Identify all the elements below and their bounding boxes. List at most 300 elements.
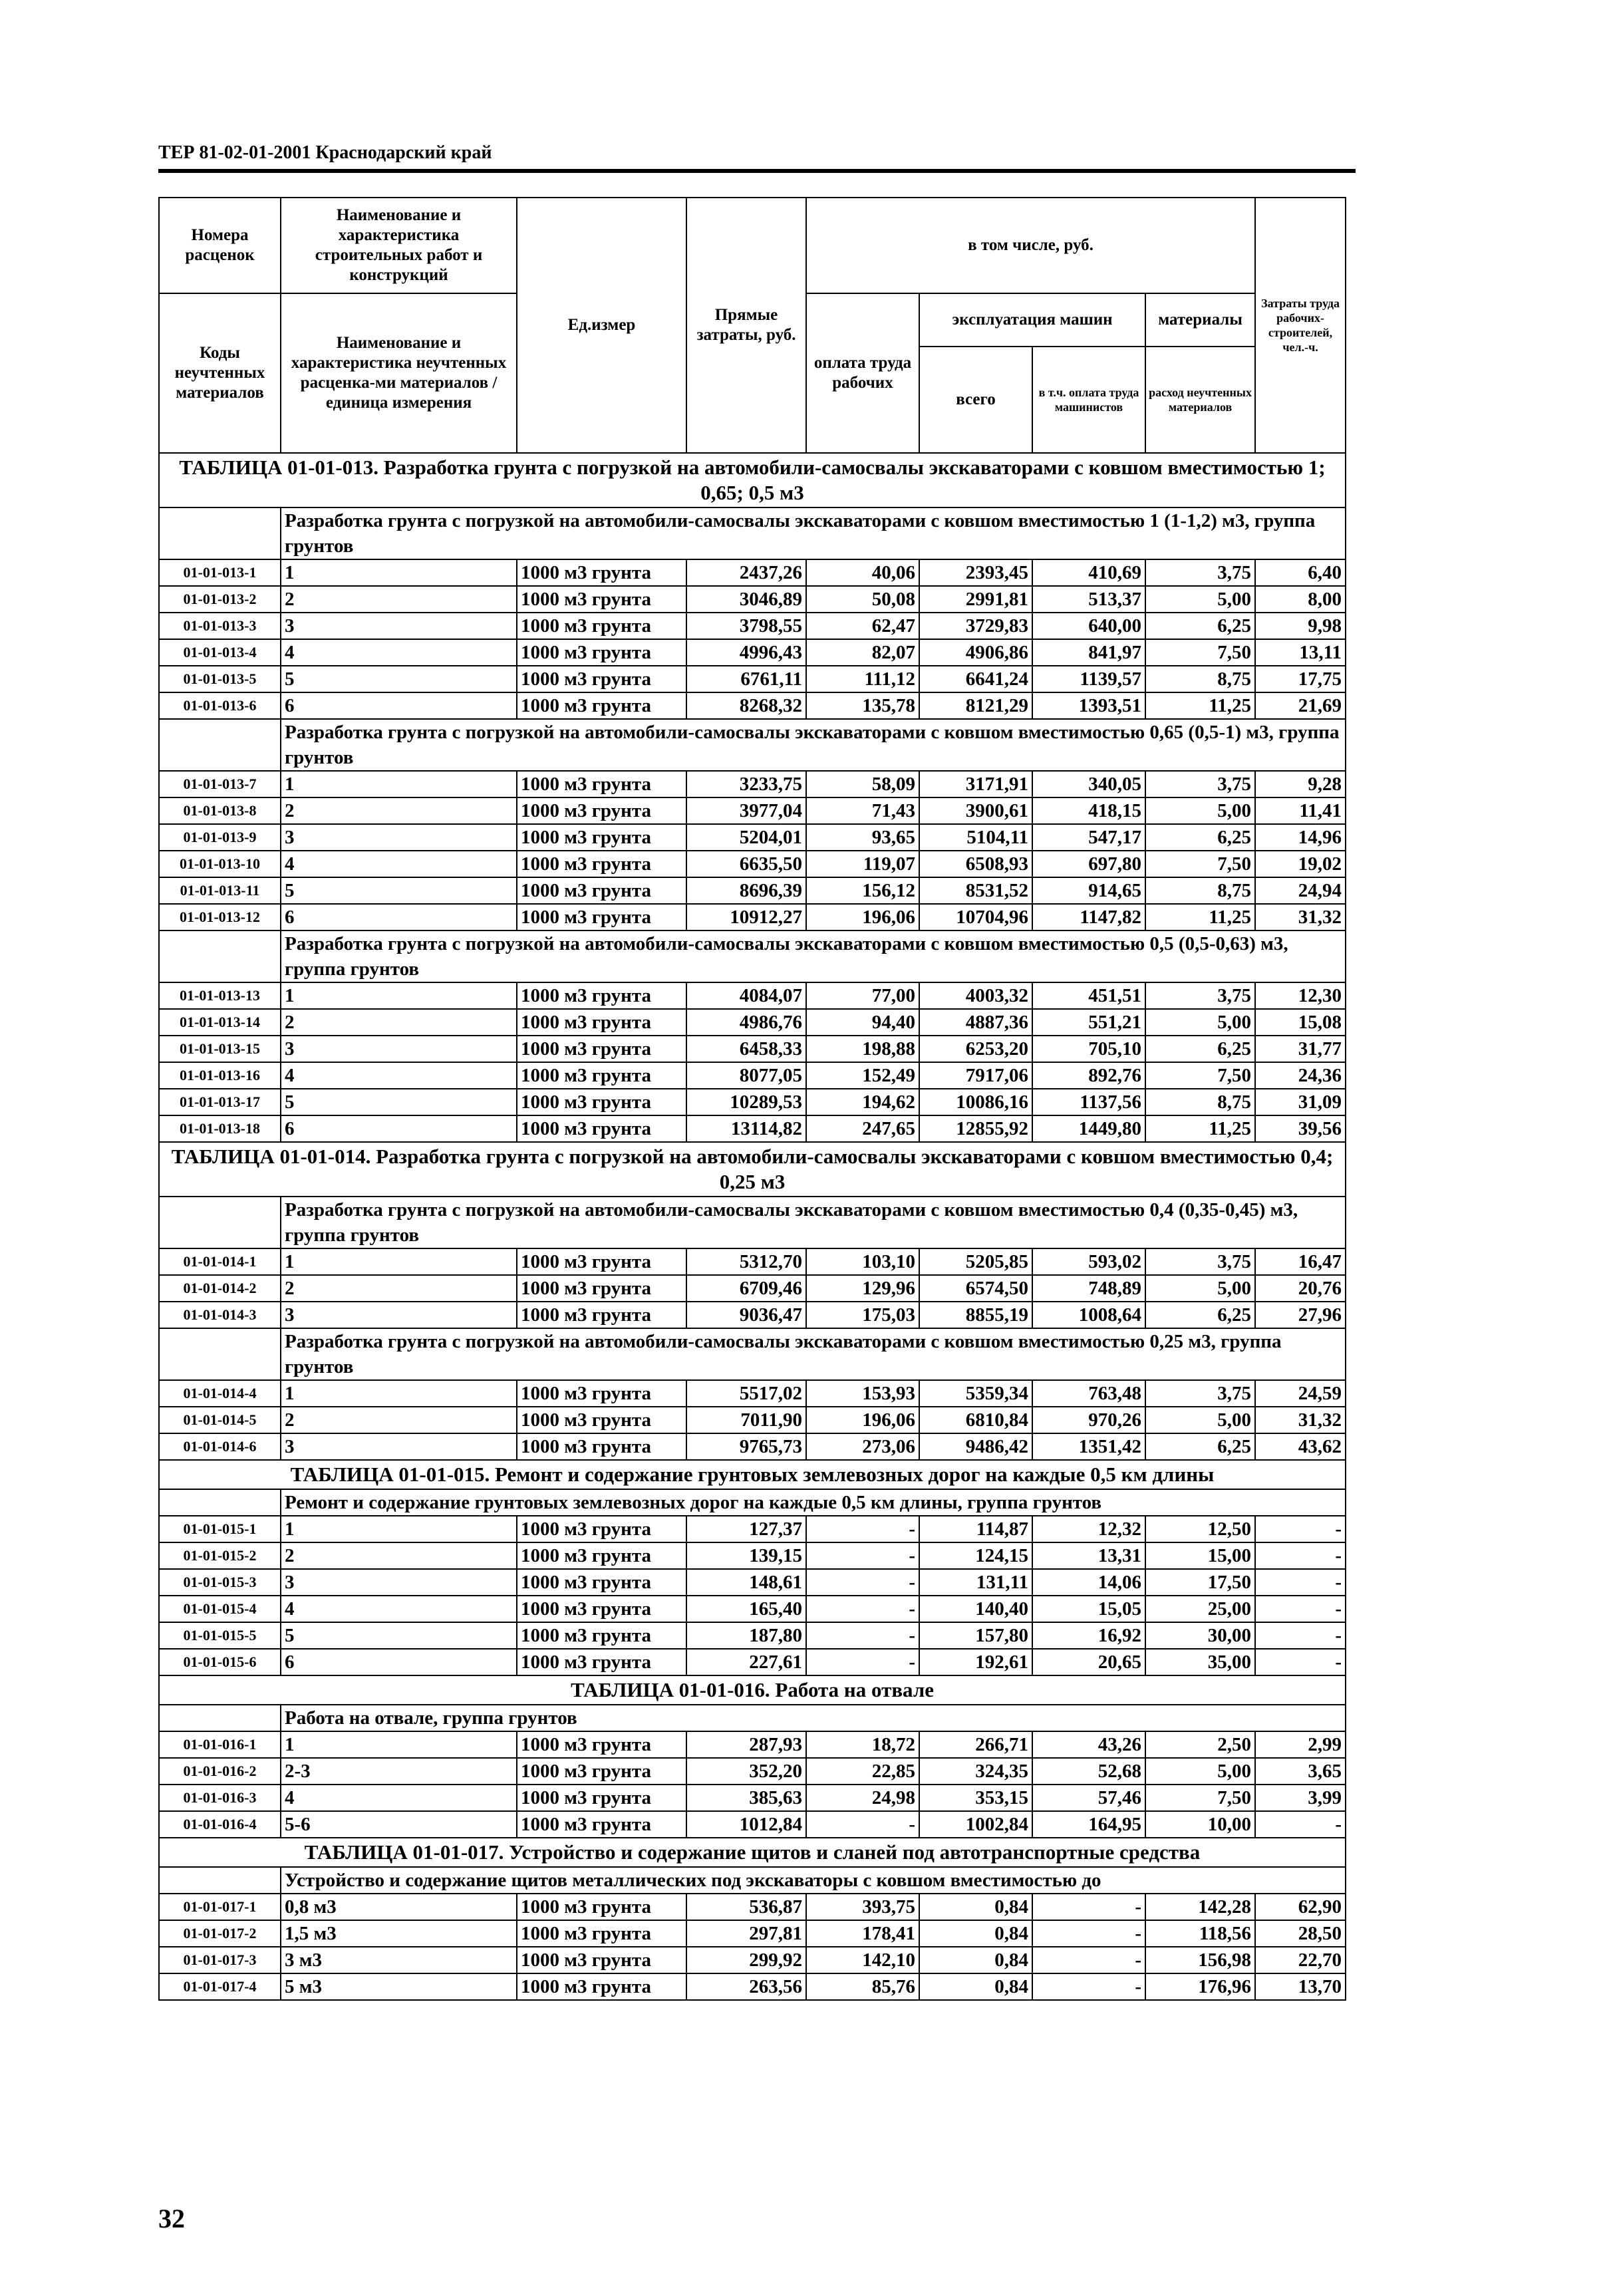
machines-labor: 748,89 [1032,1275,1145,1302]
table-header [159,198,1346,453]
section-title: ТАБЛИЦА 01-01-013. Разработка грунта с погрузкой на автомобили-самосвалы экскаваторами с ковшом вместимостью 1; 0,65; 0,5 м3 [159,453,1346,507]
direct-cost: 9765,73 [686,1433,806,1460]
direct-cost: 299,92 [686,1947,806,1973]
labor-pay: 50,08 [806,586,919,613]
labor-hours: 28,50 [1255,1920,1346,1947]
unit: 1000 м3 грунта [517,1275,686,1302]
table-row [159,1569,1346,1596]
table-body [159,453,1346,2000]
machines-total: 0,84 [919,1973,1032,2000]
machines-total: 2393,45 [919,559,1032,586]
direct-cost: 6761,11 [686,666,806,692]
machines-labor: 43,26 [1032,1731,1145,1758]
unit: 1000 м3 грунта [517,1947,686,1973]
labor-hours: 31,32 [1255,904,1346,931]
machines-total: 5359,34 [919,1380,1032,1407]
machines-labor: 1139,57 [1032,666,1145,692]
section-title: ТАБЛИЦА 01-01-016. Работа на отвале [159,1675,1346,1705]
header-rule [158,169,1356,173]
labor-pay: - [806,1516,919,1542]
labor-pay: - [806,1542,919,1569]
group-code-cell [159,931,281,982]
labor-pay: - [806,1569,919,1596]
unit: 1000 м3 грунта [517,1009,686,1036]
direct-cost: 8077,05 [686,1062,806,1089]
unit: 1000 м3 грунта [517,1920,686,1947]
rate-code: 01-01-013-11 [159,877,281,904]
labor-hours: - [1255,1596,1346,1622]
labor-pay: 103,10 [806,1248,919,1275]
labor-pay: - [806,1649,919,1675]
rate-code: 01-01-013-6 [159,692,281,719]
labor-pay: 111,12 [806,666,919,692]
work-type: 4 [281,1062,517,1089]
table-row [159,1622,1346,1649]
materials: 7,50 [1145,1785,1255,1811]
labor-pay: 77,00 [806,982,919,1009]
col-unit: Ед.измер [517,198,686,453]
direct-cost: 263,56 [686,1973,806,2000]
rates-sheet [158,197,1345,2001]
machines-labor: - [1032,1973,1145,2000]
rate-code: 01-01-013-14 [159,1009,281,1036]
group-code-cell [159,507,281,559]
machines-labor: 57,46 [1032,1785,1145,1811]
labor-hours: 24,59 [1255,1380,1346,1407]
table-row [159,851,1346,877]
direct-cost: 8696,39 [686,877,806,904]
materials: 6,25 [1145,613,1255,639]
machines-labor: 16,92 [1032,1622,1145,1649]
direct-cost: 536,87 [686,1894,806,1920]
work-type: 6 [281,692,517,719]
machines-total: 10086,16 [919,1089,1032,1115]
machines-total: 3729,83 [919,613,1032,639]
direct-cost: 352,20 [686,1758,806,1785]
materials: 6,25 [1145,1302,1255,1328]
col-name-bottom: Наименование и характеристика неучтенных расценка-ми материалов / единица измерения [281,293,517,453]
machines-labor: - [1032,1947,1145,1973]
materials: 10,00 [1145,1811,1255,1838]
materials: 35,00 [1145,1649,1255,1675]
work-type: 1 [281,1248,517,1275]
machines-total: 9486,42 [919,1433,1032,1460]
rates-table [158,197,1346,2001]
labor-pay: 198,88 [806,1036,919,1062]
work-type: 3 [281,1302,517,1328]
unit: 1000 м3 грунта [517,1758,686,1785]
section-title-row [159,1460,1346,1489]
group-title-row [159,931,1346,982]
machines-labor: 970,26 [1032,1407,1145,1433]
machines-total: 3171,91 [919,771,1032,797]
labor-hours: 13,11 [1255,639,1346,666]
table-row [159,1542,1346,1569]
machines-total: 0,84 [919,1947,1032,1973]
rate-code: 01-01-014-1 [159,1248,281,1275]
labor-hours: 22,70 [1255,1947,1346,1973]
direct-cost: 1012,84 [686,1811,806,1838]
col-machines-labor: в т.ч. оплата труда машинистов [1032,347,1145,453]
col-machines-total: всего [919,347,1032,453]
section-title-row [159,1675,1346,1705]
machines-labor: - [1032,1920,1145,1947]
rate-code: 01-01-013-17 [159,1089,281,1115]
table-row [159,1062,1346,1089]
table-row [159,877,1346,904]
machines-labor: 551,21 [1032,1009,1145,1036]
labor-hours: 14,96 [1255,824,1346,851]
labor-hours: 3,99 [1255,1785,1346,1811]
direct-cost: 3977,04 [686,797,806,824]
table-row [159,1407,1346,1433]
unit: 1000 м3 грунта [517,1089,686,1115]
direct-cost: 148,61 [686,1569,806,1596]
machines-total: 0,84 [919,1894,1032,1920]
labor-pay: 58,09 [806,771,919,797]
col-machines: эксплуатация машин [919,293,1145,347]
rate-code: 01-01-015-2 [159,1542,281,1569]
work-type: 5 [281,666,517,692]
work-type: 4 [281,851,517,877]
machines-labor: 1008,64 [1032,1302,1145,1328]
labor-pay: 94,40 [806,1009,919,1036]
labor-hours: 31,77 [1255,1036,1346,1062]
direct-cost: 385,63 [686,1785,806,1811]
table-row [159,1785,1346,1811]
work-type: 4 [281,1785,517,1811]
direct-cost: 7011,90 [686,1407,806,1433]
labor-hours: 17,75 [1255,666,1346,692]
machines-total: 192,61 [919,1649,1032,1675]
group-title-row [159,719,1346,771]
labor-pay: 62,47 [806,613,919,639]
machines-total: 4906,86 [919,639,1032,666]
unit: 1000 м3 грунта [517,982,686,1009]
machines-labor: - [1032,1894,1145,1920]
rate-code: 01-01-015-6 [159,1649,281,1675]
labor-hours: 24,36 [1255,1062,1346,1089]
labor-pay: 153,93 [806,1380,919,1407]
machines-total: 6508,93 [919,851,1032,877]
rate-code: 01-01-013-18 [159,1115,281,1142]
direct-cost: 8268,32 [686,692,806,719]
materials: 5,00 [1145,1009,1255,1036]
table-row [159,797,1346,824]
machines-total: 324,35 [919,1758,1032,1785]
table-row [159,1115,1346,1142]
machines-total: 3900,61 [919,797,1032,824]
direct-cost: 127,37 [686,1516,806,1542]
machines-labor: 13,31 [1032,1542,1145,1569]
rate-code: 01-01-013-10 [159,851,281,877]
machines-labor: 52,68 [1032,1758,1145,1785]
machines-total: 353,15 [919,1785,1032,1811]
col-materials: материалы [1145,293,1255,347]
unit: 1000 м3 грунта [517,1731,686,1758]
work-type: 4 [281,639,517,666]
unit: 1000 м3 грунта [517,1062,686,1089]
col-code-bottom: Коды неучтенных материалов [159,293,281,453]
work-type: 2 [281,1407,517,1433]
rate-code: 01-01-016-4 [159,1811,281,1838]
materials: 6,25 [1145,824,1255,851]
labor-pay: 22,85 [806,1758,919,1785]
machines-labor: 763,48 [1032,1380,1145,1407]
rate-code: 01-01-014-4 [159,1380,281,1407]
materials: 5,00 [1145,1275,1255,1302]
work-type: 6 [281,904,517,931]
table-row [159,1731,1346,1758]
group-title-row [159,1705,1346,1731]
direct-cost: 3233,75 [686,771,806,797]
labor-pay: 142,10 [806,1947,919,1973]
direct-cost: 13114,82 [686,1115,806,1142]
rate-code: 01-01-013-15 [159,1036,281,1062]
labor-pay: 175,03 [806,1302,919,1328]
unit: 1000 м3 грунта [517,586,686,613]
group-code-cell [159,1197,281,1248]
work-type: 1 [281,1380,517,1407]
group-title: Работа на отвале, группа грунтов [281,1705,1346,1731]
unit: 1000 м3 грунта [517,797,686,824]
rate-code: 01-01-013-9 [159,824,281,851]
materials: 5,00 [1145,1758,1255,1785]
work-type: 2 [281,1542,517,1569]
unit: 1000 м3 грунта [517,639,686,666]
materials: 3,75 [1145,559,1255,586]
rate-code: 01-01-013-12 [159,904,281,931]
machines-total: 10704,96 [919,904,1032,931]
section-title: ТАБЛИЦА 01-01-014. Разработка грунта с погрузкой на автомобили-самосвалы экскаваторами с ковшом вместимостью 0,4; 0,25 м3 [159,1142,1346,1197]
materials: 8,75 [1145,1089,1255,1115]
unit: 1000 м3 грунта [517,1433,686,1460]
page-number: 32 [158,2204,185,2233]
labor-hours: 8,00 [1255,586,1346,613]
rate-code: 01-01-016-1 [159,1731,281,1758]
materials: 3,75 [1145,1248,1255,1275]
rate-code: 01-01-013-4 [159,639,281,666]
work-type: 5-6 [281,1811,517,1838]
direct-cost: 5204,01 [686,824,806,851]
labor-hours: 20,76 [1255,1275,1346,1302]
machines-total: 157,80 [919,1622,1032,1649]
labor-hours: 43,62 [1255,1433,1346,1460]
machines-total: 5205,85 [919,1248,1032,1275]
labor-hours: - [1255,1811,1346,1838]
work-type: 3 [281,824,517,851]
work-type: 5 [281,877,517,904]
work-type: 5 м3 [281,1973,517,2000]
machines-labor: 14,06 [1032,1569,1145,1596]
rate-code: 01-01-013-8 [159,797,281,824]
work-type: 1 [281,559,517,586]
machines-labor: 914,65 [1032,877,1145,904]
labor-pay: 178,41 [806,1920,919,1947]
machines-labor: 1393,51 [1032,692,1145,719]
unit: 1000 м3 грунта [517,1380,686,1407]
labor-hours: 39,56 [1255,1115,1346,1142]
col-code-top: Номера расценок [159,198,281,293]
section-title: ТАБЛИЦА 01-01-015. Ремонт и содержание грунтовых землевозных дорог на каждые 0,5 км длины [159,1460,1346,1489]
labor-hours: - [1255,1542,1346,1569]
labor-hours: - [1255,1569,1346,1596]
table-row [159,559,1346,586]
table-row [159,1433,1346,1460]
table-row [159,1811,1346,1838]
group-title: Устройство и содержание щитов металлических под экскаваторы с ковшом вместимостью до [281,1867,1346,1894]
labor-pay: 119,07 [806,851,919,877]
table-row [159,1302,1346,1328]
unit: 1000 м3 грунта [517,1596,686,1622]
direct-cost: 139,15 [686,1542,806,1569]
col-direct: Прямые затраты, руб. [686,198,806,453]
work-type: 5 [281,1089,517,1115]
materials: 5,00 [1145,586,1255,613]
table-row [159,771,1346,797]
labor-hours: - [1255,1516,1346,1542]
direct-cost: 227,61 [686,1649,806,1675]
machines-labor: 892,76 [1032,1062,1145,1089]
labor-pay: 129,96 [806,1275,919,1302]
table-row [159,1758,1346,1785]
unit: 1000 м3 грунта [517,771,686,797]
materials: 118,56 [1145,1920,1255,1947]
group-title-row [159,1489,1346,1516]
table-row [159,1973,1346,2000]
machines-total: 140,40 [919,1596,1032,1622]
machines-labor: 164,95 [1032,1811,1145,1838]
labor-hours: 15,08 [1255,1009,1346,1036]
work-type: 3 [281,1433,517,1460]
rate-code: 01-01-013-7 [159,771,281,797]
direct-cost: 10912,27 [686,904,806,931]
work-type: 6 [281,1115,517,1142]
table-row [159,1248,1346,1275]
labor-pay: 135,78 [806,692,919,719]
labor-hours: 6,40 [1255,559,1346,586]
unit: 1000 м3 грунта [517,559,686,586]
direct-cost: 3046,89 [686,586,806,613]
work-type: 1 [281,771,517,797]
rate-code: 01-01-015-4 [159,1596,281,1622]
labor-hours: - [1255,1622,1346,1649]
machines-labor: 1351,42 [1032,1433,1145,1460]
materials: 30,00 [1145,1622,1255,1649]
table-row [159,1920,1346,1947]
table-row [159,1649,1346,1675]
table-row [159,1380,1346,1407]
direct-cost: 6458,33 [686,1036,806,1062]
materials: 17,50 [1145,1569,1255,1596]
materials: 8,75 [1145,666,1255,692]
direct-cost: 5517,02 [686,1380,806,1407]
machines-total: 7917,06 [919,1062,1032,1089]
labor-pay: 194,62 [806,1089,919,1115]
labor-pay: 152,49 [806,1062,919,1089]
labor-pay: 156,12 [806,877,919,904]
table-row [159,586,1346,613]
work-type: 3 [281,1569,517,1596]
section-title: ТАБЛИЦА 01-01-017. Устройство и содержание щитов и сланей под автотранспортные средства [159,1838,1346,1867]
labor-hours: - [1255,1649,1346,1675]
labor-pay: 196,06 [806,904,919,931]
unit: 1000 м3 грунта [517,1894,686,1920]
group-code-cell [159,719,281,771]
labor-hours: 62,90 [1255,1894,1346,1920]
rate-code: 01-01-015-3 [159,1569,281,1596]
unit: 1000 м3 грунта [517,1407,686,1433]
rate-code: 01-01-014-6 [159,1433,281,1460]
table-row [159,1036,1346,1062]
work-type: 3 м3 [281,1947,517,1973]
group-title: Ремонт и содержание грунтовых землевозных дорог на каждые 0,5 км длины, группа грунтов [281,1489,1346,1516]
labor-pay: 393,75 [806,1894,919,1920]
machines-total: 1002,84 [919,1811,1032,1838]
materials: 25,00 [1145,1596,1255,1622]
group-title-row [159,1197,1346,1248]
col-name-top: Наименование и характеристика строительных работ и конструкций [281,198,517,293]
machines-total: 6574,50 [919,1275,1032,1302]
rate-code: 01-01-013-16 [159,1062,281,1089]
table-row [159,1947,1346,1973]
table-row [159,982,1346,1009]
rate-code: 01-01-017-1 [159,1894,281,1920]
labor-hours: 12,30 [1255,982,1346,1009]
labor-pay: - [806,1596,919,1622]
rate-code: 01-01-013-5 [159,666,281,692]
labor-pay: 247,65 [806,1115,919,1142]
rate-code: 01-01-016-2 [159,1758,281,1785]
machines-total: 4003,32 [919,982,1032,1009]
machines-total: 2991,81 [919,586,1032,613]
work-type: 0,8 м3 [281,1894,517,1920]
direct-cost: 9036,47 [686,1302,806,1328]
table-row [159,904,1346,931]
materials: 3,75 [1145,771,1255,797]
labor-hours: 9,98 [1255,613,1346,639]
materials: 5,00 [1145,797,1255,824]
labor-hours: 13,70 [1255,1973,1346,2000]
table-row [159,613,1346,639]
labor-pay: 93,65 [806,824,919,851]
machines-labor: 340,05 [1032,771,1145,797]
materials: 11,25 [1145,904,1255,931]
table-row [159,639,1346,666]
machines-total: 12855,92 [919,1115,1032,1142]
table-row [159,1894,1346,1920]
group-title: Разработка грунта с погрузкой на автомобили-самосвалы экскаваторами с ковшом вместимостью 0,25 м3, группа грунтов [281,1328,1346,1380]
machines-labor: 1147,82 [1032,904,1145,931]
unit: 1000 м3 грунта [517,1516,686,1542]
labor-hours: 31,09 [1255,1089,1346,1115]
unit: 1000 м3 грунта [517,1542,686,1569]
unit: 1000 м3 грунта [517,851,686,877]
work-type: 6 [281,1649,517,1675]
work-type: 1 [281,1731,517,1758]
unit: 1000 м3 грунта [517,1115,686,1142]
machines-labor: 593,02 [1032,1248,1145,1275]
materials: 3,75 [1145,1380,1255,1407]
materials: 5,00 [1145,1407,1255,1433]
section-title-row [159,1142,1346,1197]
labor-pay: 82,07 [806,639,919,666]
machines-total: 266,71 [919,1731,1032,1758]
rate-code: 01-01-015-1 [159,1516,281,1542]
unit: 1000 м3 грунта [517,904,686,931]
col-labor: оплата труда рабочих [806,293,919,453]
table-row [159,1009,1346,1036]
